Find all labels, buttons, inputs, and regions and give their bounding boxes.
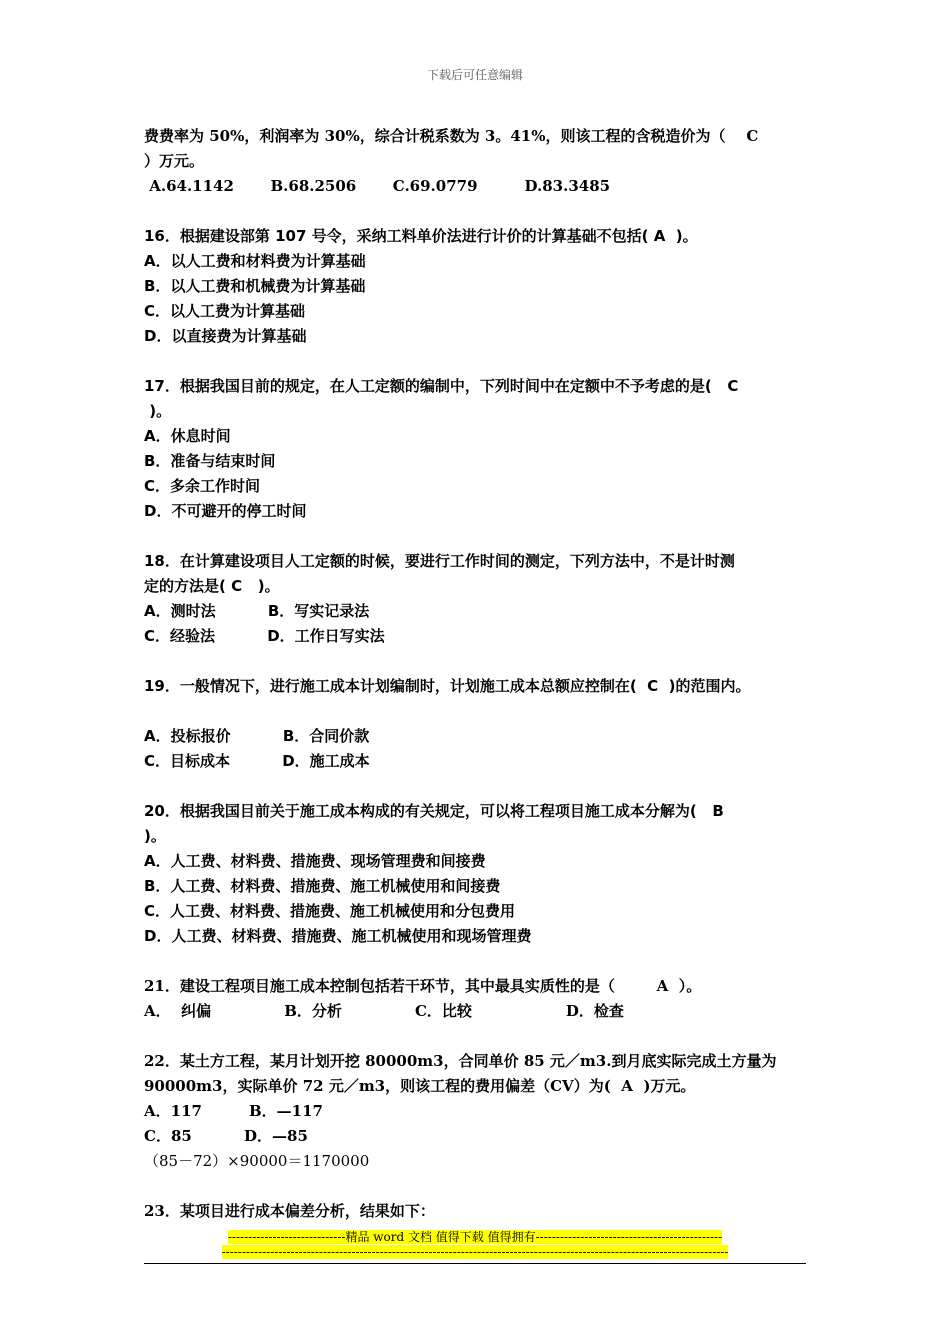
text-line: )。 bbox=[144, 827, 166, 845]
text-line: )。 bbox=[144, 402, 172, 420]
text-line: 22．某土方工程，某月计划开挖 80000m3，合同单价 85 元／m3.到月底实际完成土方量为 bbox=[144, 1052, 777, 1070]
text-line: 定的方法是( C )。 bbox=[144, 577, 280, 595]
text-line: 17．根据我国目前的规定，在人工定额的编制中，下列时间中在定额中不予考虑的是( C bbox=[144, 377, 739, 395]
text-line: （85－72）×90000＝1170000 bbox=[144, 1152, 370, 1170]
blank-line bbox=[144, 774, 814, 799]
blank-line bbox=[144, 349, 814, 374]
text-line: B．准备与结束时间 bbox=[144, 452, 276, 470]
blank-line bbox=[144, 524, 814, 549]
blank-line bbox=[144, 1174, 814, 1199]
text-line: A．投标报价 B．合同价款 bbox=[144, 727, 370, 745]
blank-line bbox=[144, 1024, 814, 1049]
footer-banner-line-2: ----------------------------------------------------------------------------------------------------------------------------- bbox=[221, 1245, 729, 1259]
text-line: ）万元。 bbox=[144, 152, 205, 170]
text-line: A.64.1142 B.68.2506 C.69.0779 D.83.3485 bbox=[144, 177, 611, 195]
page-header: 下载后可任意编辑 bbox=[426, 68, 523, 82]
text-line: B．人工费、材料费、措施费、施工机械使用和间接费 bbox=[144, 877, 501, 895]
text-line: C．目标成本 D．施工成本 bbox=[144, 752, 370, 770]
text-line: C．人工费、材料费、措施费、施工机械使用和分包费用 bbox=[144, 902, 516, 920]
text-line: C．85 D．—85 bbox=[144, 1127, 308, 1145]
text-line: A． 纠偏 B．分析 C．比较 D．检查 bbox=[144, 1002, 624, 1020]
text-line: A．117 B．—117 bbox=[144, 1102, 323, 1120]
blank-line bbox=[144, 699, 814, 724]
text-line: B．以人工费和机械费为计算基础 bbox=[144, 277, 366, 295]
blank-line bbox=[144, 949, 814, 974]
text-line: 21．建设工程项目施工成本控制包括若干环节，其中最具实质性的是（ A ）。 bbox=[144, 977, 702, 995]
blank-line bbox=[144, 649, 814, 674]
text-line: A．以人工费和材料费为计算基础 bbox=[144, 252, 366, 270]
blank-line bbox=[144, 199, 814, 224]
document-body bbox=[144, 124, 814, 1224]
text-line: A．人工费、材料费、措施费、现场管理费和间接费 bbox=[144, 852, 486, 870]
text-line: 18．在计算建设项目人工定额的时候，要进行工作时间的测定，下列方法中，不是计时测 bbox=[144, 552, 735, 570]
text-line: C．以人工费为计算基础 bbox=[144, 302, 306, 320]
text-line: C．经验法 D．工作日写实法 bbox=[144, 627, 385, 645]
text-line: 20．根据我国目前关于施工成本构成的有关规定，可以将工程项目施工成本分解为( B bbox=[144, 802, 724, 820]
text-line: 90000m3，实际单价 72 元／m3，则该工程的费用偏差（CV）为( A )万元。 bbox=[144, 1077, 696, 1095]
text-line: D．以直接费为计算基础 bbox=[144, 327, 307, 345]
text-line: 费费率为 50%，利润率为 30%，综合计税系数为 3。41%，则该工程的含税造价为（ C bbox=[144, 127, 759, 145]
text-line: D．不可避开的停工时间 bbox=[144, 502, 307, 520]
text-line: 16．根据建设部第 107 号令，采纳工料单价法进行计价的计算基础不包括( A )。 bbox=[144, 227, 698, 245]
text-line: A．测时法 B．写实记录法 bbox=[144, 602, 370, 620]
text-line: 19．一般情况下，进行施工成本计划编制时，计划施工成本总额应控制在( C )的范围内。 bbox=[144, 677, 751, 695]
footer-rule bbox=[144, 1263, 806, 1264]
text-line: C．多余工作时间 bbox=[144, 477, 261, 495]
text-line: D．人工费、材料费、措施费、施工机械使用和现场管理费 bbox=[144, 927, 532, 945]
footer-banner-line-1: -----------------------------精品 word 文档 值得下载 值得拥有---------------------------------------------- bbox=[227, 1230, 723, 1244]
footer-banner bbox=[0, 1230, 950, 1245]
footer-dashes bbox=[0, 1245, 950, 1260]
text-line: 23．某项目进行成本偏差分析，结果如下： bbox=[144, 1202, 435, 1220]
text-line: A．休息时间 bbox=[144, 427, 231, 445]
